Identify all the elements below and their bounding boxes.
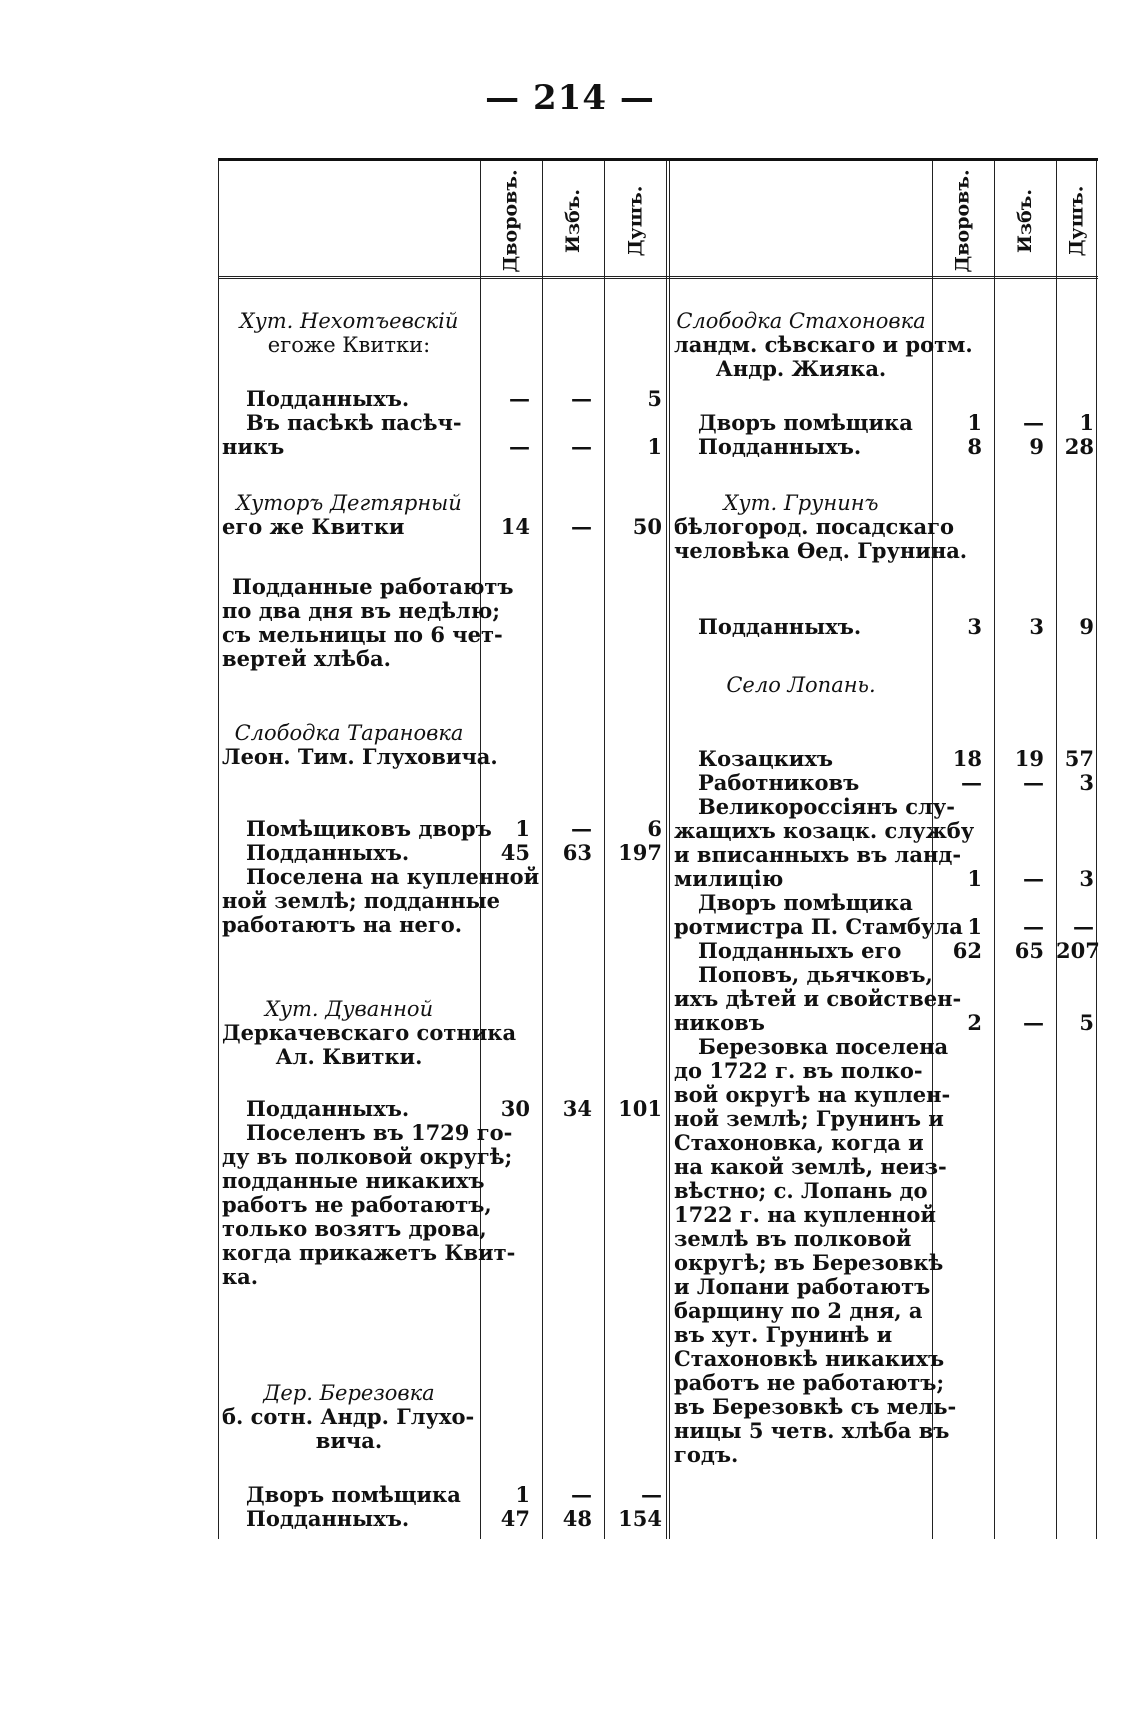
cell-yards: 1 (967, 410, 982, 435)
note-line: Березовка поселена (698, 1034, 949, 1059)
cell-huts: 48 (562, 1506, 592, 1531)
note-line: въ хут. Грунинѣ и (674, 1322, 893, 1347)
note-line: когда прикажетъ Квит- (222, 1240, 516, 1265)
cell-yards: 30 (500, 1096, 530, 1121)
note-line: въ Березовкѣ съ мель- (674, 1394, 957, 1419)
row-label: милицію (674, 866, 784, 891)
cell-huts: 65 (1014, 938, 1044, 963)
note-line: по два дня въ недѣлю; (222, 598, 500, 623)
entry-owner: Леон. Тим. Глуховича. (222, 744, 498, 769)
header-souls: Душъ. (1065, 185, 1088, 257)
cell-yards: — (509, 434, 530, 459)
cell-huts: 34 (562, 1096, 592, 1121)
row-label: никъ (222, 434, 285, 459)
note-line: подданные никакихъ (222, 1168, 485, 1193)
cell-souls: 1 (647, 434, 662, 459)
row-label: Подданныхъ его (698, 938, 902, 963)
header-yards: Дворовъ. (952, 169, 974, 273)
note-line: Поселена на купленной (246, 864, 540, 889)
note-line: землѣ въ полковой (674, 1226, 912, 1251)
cell-huts: — (1023, 1010, 1044, 1035)
entry-title: Дер. Березовка (263, 1381, 435, 1405)
note-line: вѣстно; с. Лопань до (674, 1178, 928, 1203)
cell-yards: 1 (515, 1482, 530, 1507)
header-double-rule (218, 276, 1098, 279)
cell-yards: 8 (967, 434, 982, 459)
entry-title: Хут. Нехотъевскій (239, 309, 459, 333)
cell-yards: 2 (967, 1010, 982, 1035)
cell-souls: 207 (1056, 938, 1100, 963)
cell-souls: 1 (1079, 410, 1094, 435)
row-label: Дворъ помѣщика (698, 410, 913, 435)
note-line: только возятъ дрова, (222, 1216, 487, 1241)
row-label: Дворъ помѣщика (246, 1482, 461, 1507)
header-huts: Избъ. (1014, 189, 1037, 253)
note-line: Стахоновка, когда и (674, 1130, 924, 1155)
row-label: Подданныхъ. (246, 1506, 410, 1531)
entry-title: Хуторъ Дегтярный (236, 491, 462, 515)
row-label: и вписанныхъ въ ланд- (674, 842, 962, 867)
entry-title: Слободка Стахоновка (676, 309, 926, 333)
entry-title: Хут. Грунинъ (723, 491, 879, 515)
note-line: на какой землѣ, неиз- (674, 1154, 947, 1179)
page-number: — 214 — (485, 78, 655, 118)
entry-owner: ландм. сѣвскаго и ротм. (674, 332, 973, 357)
note-line: Поселенъ въ 1729 го- (246, 1120, 513, 1145)
cell-huts: 3 (1029, 614, 1044, 639)
row-label: Помѣщиковъ дворъ (246, 816, 492, 841)
entry-title: Хут. Дуванной (264, 997, 434, 1021)
row-label: Подданныхъ. (698, 434, 862, 459)
note-line: Подданные работаютъ (232, 574, 514, 599)
row-label: ихъ дѣтей и свойствен- (674, 986, 962, 1011)
cell-huts: 63 (562, 840, 592, 865)
cell-souls: 197 (618, 840, 662, 865)
cell-souls: 28 (1064, 434, 1094, 459)
cell-huts: — (571, 816, 592, 841)
note-line: съ мельницы по 6 чет- (222, 622, 503, 647)
cell-souls: 3 (1079, 866, 1094, 891)
row-label: Поповъ, дьячковъ, (698, 962, 933, 987)
entry-owner: Ал. Квитки. (275, 1044, 423, 1069)
census-table (218, 158, 1098, 1539)
note-line: округѣ; въ Березовкѣ (674, 1250, 944, 1275)
cell-huts: — (571, 514, 592, 539)
row-label: Подданныхъ. (698, 614, 862, 639)
note-line: ной землѣ; подданные (222, 888, 501, 913)
cell-souls: 50 (632, 514, 662, 539)
entry-owner: Андр. Жияка. (715, 356, 887, 381)
cell-huts: — (1023, 914, 1044, 939)
cell-yards: 1 (967, 914, 982, 939)
cell-souls: 9 (1079, 614, 1094, 639)
cell-huts: — (1023, 770, 1044, 795)
entry-owner: его же Квитки (222, 514, 405, 539)
cell-yards: 3 (967, 614, 982, 639)
row-label: Въ пасѣкѣ пасѣч- (246, 410, 462, 435)
table-right-border (1096, 161, 1097, 1539)
row-label: никовъ (674, 1010, 765, 1035)
cell-souls: 57 (1064, 746, 1094, 771)
cell-souls: — (1073, 914, 1094, 939)
cell-huts: 19 (1014, 746, 1044, 771)
entry-title: Село Лопань. (726, 673, 876, 697)
table-left-border (218, 161, 219, 1539)
cell-yards: 1 (967, 866, 982, 891)
cell-yards: 14 (500, 514, 530, 539)
row-label: Великороссіянъ слу- (698, 794, 955, 819)
entry-owner: вича. (315, 1428, 383, 1453)
note-line: вой округѣ на куплен- (674, 1082, 951, 1107)
header-huts: Избъ. (562, 189, 585, 253)
note-line: вертей хлѣба. (222, 646, 391, 671)
cell-souls: 154 (618, 1506, 662, 1531)
cell-souls: — (641, 1482, 662, 1507)
note-line: 1722 г. на купленной (674, 1202, 937, 1227)
cell-souls: 5 (1079, 1010, 1094, 1035)
note-line: и Лопани работаютъ (674, 1274, 931, 1299)
cell-huts: — (571, 1482, 592, 1507)
row-label: Подданныхъ. (246, 840, 410, 865)
note-line: работаютъ на него. (222, 912, 463, 937)
note-line: ной землѣ; Грунинъ и (674, 1106, 944, 1131)
entry-owner: бѣлогород. посадскаго (674, 514, 954, 539)
cell-huts: — (1023, 410, 1044, 435)
header-yards: Дворовъ. (500, 169, 522, 273)
entry-owner: б. сотн. Андр. Глухо- (222, 1404, 475, 1429)
entry-owner: егоже Квитки: (267, 333, 431, 357)
row-label: Подданныхъ. (246, 1096, 410, 1121)
cell-souls: 101 (618, 1096, 662, 1121)
cell-yards: 18 (952, 746, 982, 771)
cell-yards: 62 (952, 938, 982, 963)
row-label: ротмистра П. Стамбула (674, 914, 963, 939)
note-line: барщину по 2 дня, а (674, 1298, 923, 1323)
cell-huts: 9 (1029, 434, 1044, 459)
note-line: ду въ полковой округѣ; (222, 1144, 513, 1169)
note-line: годъ. (674, 1442, 739, 1467)
cell-huts: — (1023, 866, 1044, 891)
row-label: Дворъ помѣщика (698, 890, 913, 915)
cell-souls: 3 (1079, 770, 1094, 795)
note-line: работъ не работаютъ; (674, 1370, 945, 1395)
cell-yards: 45 (500, 840, 530, 865)
note-line: до 1722 г. въ полко- (674, 1058, 923, 1083)
note-line: ка. (222, 1264, 259, 1289)
cell-yards: — (961, 770, 982, 795)
row-label: Подданныхъ. (246, 386, 410, 411)
cell-huts: — (571, 386, 592, 411)
col-rule (994, 161, 995, 1539)
row-label: жащихъ козацк. службу (674, 818, 975, 843)
note-line: ницы 5 четв. хлѣба въ (674, 1418, 950, 1443)
entry-title: Слободка Тарановка (234, 721, 464, 745)
entry-owner: Деркачевскаго сотника (222, 1020, 517, 1045)
cell-yards: 47 (500, 1506, 530, 1531)
row-label: Работниковъ (698, 770, 860, 795)
row-label: Козацкихъ (698, 746, 834, 771)
cell-huts: — (571, 434, 592, 459)
cell-yards: — (509, 386, 530, 411)
col-rule (1056, 161, 1057, 1539)
entry-owner: человѣка Ѳед. Грунина. (674, 538, 968, 563)
cell-souls: 5 (647, 386, 662, 411)
cell-souls: 6 (647, 816, 662, 841)
cell-yards: 1 (515, 816, 530, 841)
header-souls: Душъ. (624, 185, 647, 257)
note-line: Стахоновкѣ никакихъ (674, 1346, 945, 1371)
note-line: работъ не работаютъ, (222, 1192, 492, 1217)
